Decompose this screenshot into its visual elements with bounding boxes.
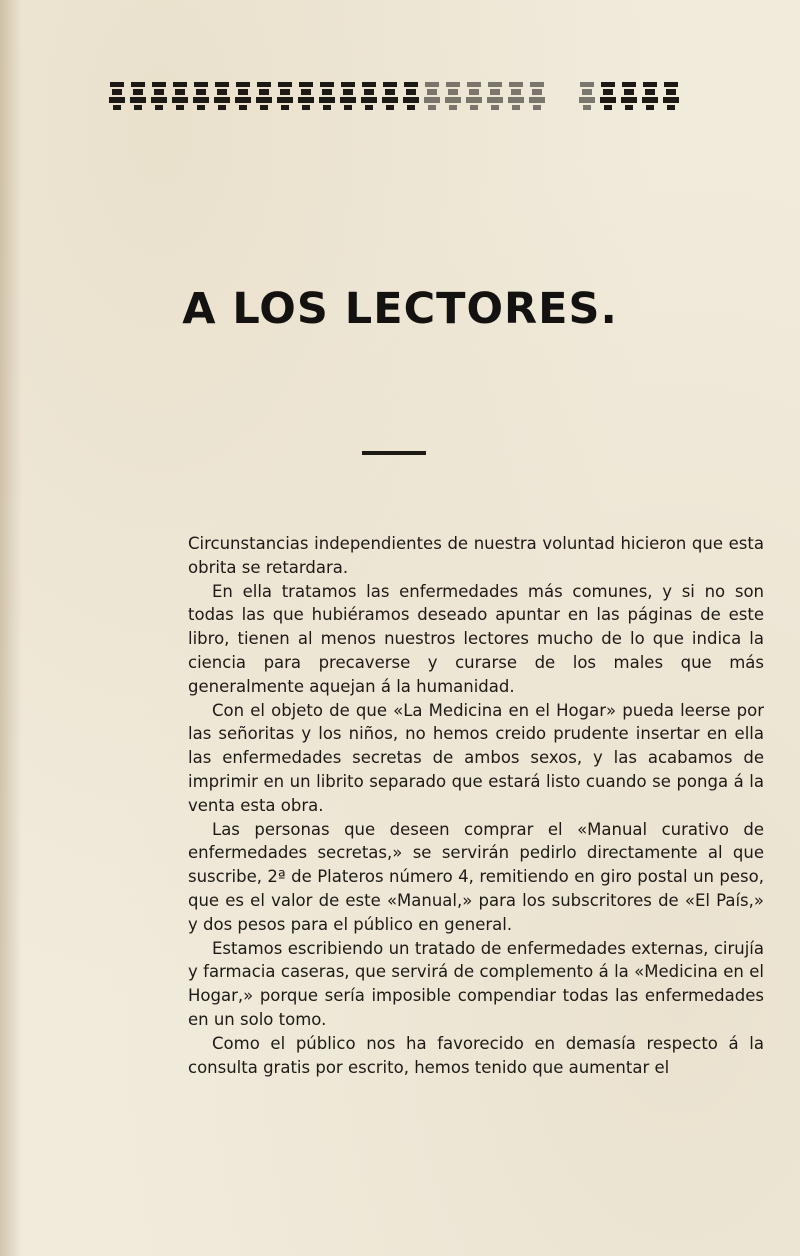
paragraph: Circunstancias independientes de nuestra voluntad hicieron que esta obrita se retardara.	[188, 534, 764, 577]
decorative-vignette-row-icon	[108, 78, 704, 114]
paragraph: Estamos escribiendo un tratado de enfermedades externas, cirujía y farmacia caseras, que servirá de complemento á la «Medicina en el Hogar,» porque sería imposible compendiar todas las enfermedades en un solo tomo.	[188, 938, 764, 1029]
paragraph: Con el objeto de que «La Medicina en el Hogar» pueda leerse por las señoritas y los niños, no hemos creido prudente insertar en ella las enfermedades secretas de ambos sexos, y las acabamos de imprimir en un librito separado que estará listo cuando se ponga á la venta esta obra.	[188, 700, 764, 815]
title-divider	[362, 451, 426, 455]
page-title: A LOS LECTORES.	[182, 284, 618, 334]
paragraph: Como el público nos ha favorecido en demasía respecto á la consulta gratis por escrito, hemos tenido que aumentar el	[188, 1033, 764, 1077]
page-binding-shadow	[0, 0, 22, 1256]
body-text	[188, 532, 764, 1079]
paragraph: Las personas que deseen comprar el «Manual curativo de enfermedades secretas,» se servirán pedirlo directamente al que suscribe, 2ª de Plateros número 4, remitiendo en giro postal un peso, que es el valor de este «Manual,» para los subscritores de «El País,» y dos pesos para el público en general.	[188, 819, 764, 934]
paragraph: En ella tratamos las enfermedades más comunes, y si no son todas las que hubiéramos deseado apuntar en las páginas de este libro, tienen al menos nuestros lectores mucho de lo que indica la ciencia para precaverse y curarse de los males que más generalmente aquejan á la humanidad.	[188, 581, 764, 696]
